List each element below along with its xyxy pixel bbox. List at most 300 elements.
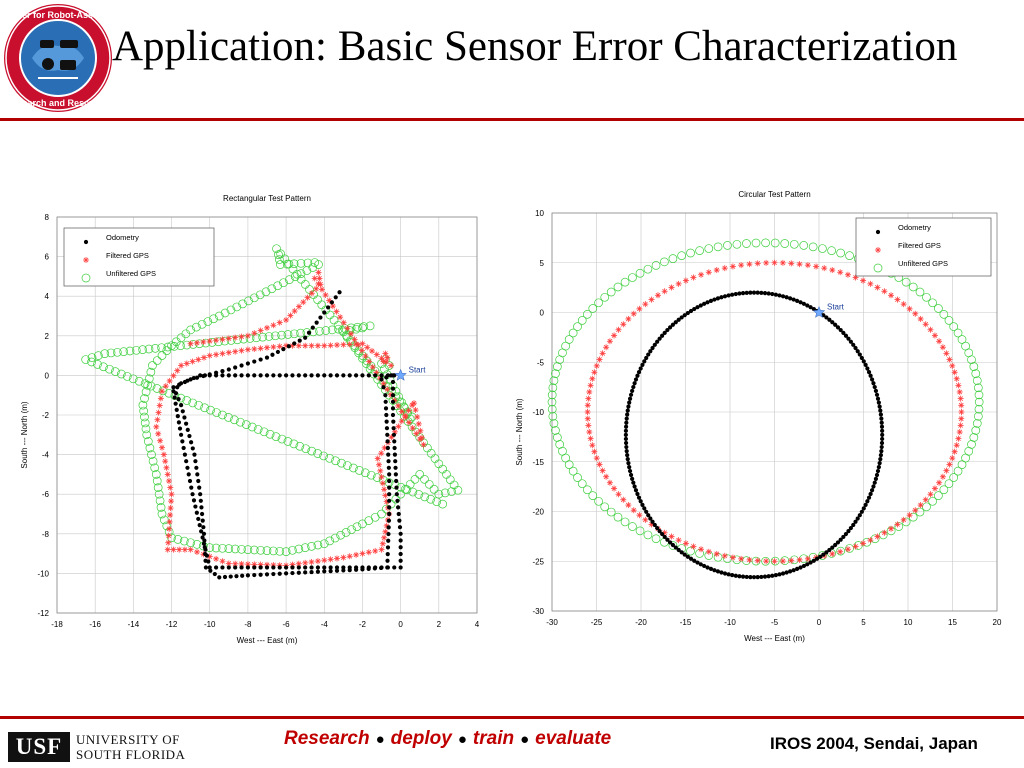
odometry-point bbox=[397, 519, 401, 523]
unfiltered-gps-point bbox=[182, 330, 190, 338]
filtered-gps-point bbox=[363, 353, 369, 359]
y-tick-label: -15 bbox=[532, 457, 544, 467]
odometry-point bbox=[867, 496, 871, 500]
odometry-point bbox=[220, 373, 224, 377]
odometry-point bbox=[639, 366, 643, 370]
odometry-point bbox=[385, 565, 389, 569]
odometry-point bbox=[880, 445, 884, 449]
filtered-gps-point bbox=[932, 332, 938, 338]
filtered-gps-point bbox=[416, 421, 422, 427]
x-tick-label: -5 bbox=[770, 618, 779, 627]
filtered-gps-point bbox=[714, 267, 720, 273]
filtered-gps-point bbox=[334, 342, 340, 348]
odometry-point bbox=[387, 479, 391, 483]
filtered-gps-point bbox=[377, 468, 383, 474]
filtered-gps-point bbox=[378, 450, 384, 456]
filtered-gps-point bbox=[333, 309, 339, 315]
odometry-point bbox=[315, 321, 319, 325]
filtered-gps-point bbox=[763, 558, 769, 564]
filtered-gps-point bbox=[226, 350, 232, 356]
filtered-gps-point bbox=[616, 327, 622, 333]
filtered-gps-point bbox=[607, 338, 613, 344]
odometry-point bbox=[869, 374, 873, 378]
odometry-point bbox=[335, 373, 339, 377]
filtered-gps-point bbox=[936, 480, 942, 486]
unfiltered-gps-point bbox=[687, 249, 695, 257]
filtered-gps-point bbox=[213, 337, 219, 343]
filtered-gps-point bbox=[283, 317, 289, 323]
x-tick-label: -15 bbox=[679, 618, 692, 627]
odometry-point bbox=[626, 409, 630, 413]
odometry-point bbox=[869, 492, 873, 496]
odometry-point bbox=[752, 575, 756, 579]
x-tick-label: 15 bbox=[948, 618, 957, 627]
filtered-gps-point bbox=[369, 348, 375, 354]
unfiltered-gps-point bbox=[909, 283, 917, 291]
odometry-point bbox=[195, 376, 199, 380]
filtered-gps-point bbox=[239, 348, 245, 354]
y-tick-label: -5 bbox=[536, 358, 544, 368]
odometry-point bbox=[629, 393, 633, 397]
odometry-point bbox=[387, 519, 391, 523]
odometry-point bbox=[183, 380, 187, 384]
odometry-point bbox=[880, 433, 884, 437]
odometry-point bbox=[774, 573, 778, 577]
filtered-gps-point bbox=[585, 416, 591, 422]
odometry-point bbox=[187, 434, 191, 438]
filtered-gps-point bbox=[894, 521, 900, 527]
filtered-gps-point bbox=[636, 512, 642, 518]
filtered-gps-point bbox=[730, 555, 736, 561]
filtered-gps-point bbox=[918, 502, 924, 508]
filtered-gps-point bbox=[949, 363, 955, 369]
odometry-point bbox=[879, 413, 883, 417]
filtered-gps-point bbox=[631, 311, 637, 317]
filtered-gps-point bbox=[165, 471, 171, 477]
filtered-gps-point bbox=[797, 261, 803, 267]
x-tick-label: -8 bbox=[244, 620, 252, 629]
odometry-point bbox=[185, 466, 189, 470]
filtered-gps-point bbox=[620, 497, 626, 503]
filtered-gps-point bbox=[611, 332, 617, 338]
filtered-gps-point bbox=[730, 263, 736, 269]
odometry-point bbox=[181, 409, 185, 413]
x-tick-label: 5 bbox=[861, 618, 866, 627]
svg-text:Center for Robot-Assisted: Center for Robot-Assisted bbox=[2, 10, 114, 20]
odometry-point bbox=[303, 336, 307, 340]
odometry-point bbox=[239, 565, 243, 569]
filtered-gps-point bbox=[943, 350, 949, 356]
unfiltered-gps-point bbox=[431, 455, 439, 463]
odometry-point bbox=[176, 414, 180, 418]
filtered-gps-point bbox=[195, 357, 201, 363]
odometry-point bbox=[379, 373, 383, 377]
odometry-point bbox=[767, 291, 771, 295]
filtered-gps-point bbox=[594, 455, 600, 461]
odometry-point bbox=[637, 496, 641, 500]
odometry-point bbox=[737, 291, 741, 295]
odometry-point bbox=[174, 391, 178, 395]
odometry-point bbox=[341, 568, 345, 572]
x-tick-label: -6 bbox=[282, 620, 290, 629]
filtered-gps-point bbox=[258, 328, 264, 334]
odometry-point bbox=[184, 422, 188, 426]
filtered-gps-point bbox=[344, 325, 350, 331]
odometry-point bbox=[239, 363, 243, 367]
odometry-point bbox=[278, 373, 282, 377]
odometry-point bbox=[726, 293, 730, 297]
odometry-point bbox=[640, 363, 644, 367]
odometry-point bbox=[335, 569, 339, 573]
odometry-point bbox=[214, 371, 218, 375]
unfiltered-gps-point bbox=[660, 258, 668, 266]
odometry-point bbox=[633, 484, 637, 488]
odometry-point bbox=[386, 532, 390, 536]
legend-label: Odometry bbox=[106, 233, 139, 242]
odometry-point bbox=[316, 373, 320, 377]
filtered-gps-point bbox=[287, 313, 293, 319]
filtered-gps-point bbox=[591, 449, 597, 455]
odometry-point bbox=[399, 559, 403, 563]
odometry-point bbox=[870, 488, 874, 492]
odometry-point bbox=[199, 499, 203, 503]
odometry-point bbox=[379, 377, 383, 381]
y-tick-label: -30 bbox=[532, 607, 544, 616]
odometry-point bbox=[196, 517, 200, 521]
filtered-gps-point bbox=[625, 316, 631, 322]
odometry-point bbox=[723, 571, 727, 575]
odometry-point bbox=[624, 437, 628, 441]
filtered-gps-point bbox=[167, 512, 173, 518]
filtered-gps-point bbox=[219, 351, 225, 357]
odometry-point bbox=[879, 417, 883, 421]
odometry-point bbox=[278, 565, 282, 569]
odometry-point bbox=[624, 433, 628, 437]
filtered-gps-point bbox=[874, 284, 880, 290]
odometry-point bbox=[391, 413, 395, 417]
filtered-gps-point bbox=[383, 359, 389, 365]
filtered-gps-point bbox=[901, 517, 907, 523]
x-tick-label: -14 bbox=[127, 620, 140, 629]
odometry-point bbox=[326, 305, 330, 309]
filtered-gps-point bbox=[589, 376, 595, 382]
filtered-gps-point bbox=[837, 549, 843, 555]
filtered-gps-point bbox=[954, 376, 960, 382]
unfiltered-gps-point bbox=[828, 247, 836, 255]
start-label: Start bbox=[827, 302, 844, 312]
unfiltered-gps-point bbox=[771, 239, 779, 247]
footer-divider bbox=[0, 716, 1024, 719]
odometry-point bbox=[626, 461, 630, 465]
filtered-gps-point bbox=[714, 551, 720, 557]
unfiltered-gps-point bbox=[644, 265, 652, 273]
odometry-point bbox=[322, 565, 326, 569]
filtered-gps-point bbox=[918, 316, 924, 322]
unfiltered-gps-point bbox=[550, 377, 558, 385]
filtered-gps-point bbox=[388, 363, 394, 369]
odometry-point bbox=[367, 567, 371, 571]
usf-line1: UNIVERSITY OF bbox=[76, 732, 180, 747]
odometry-point bbox=[297, 565, 301, 569]
unfiltered-gps-point bbox=[973, 377, 981, 385]
filtered-gps-point bbox=[867, 537, 873, 543]
odometry-point bbox=[177, 383, 181, 387]
filtered-gps-point bbox=[166, 533, 172, 539]
odometry-point bbox=[385, 426, 389, 430]
odometry-point bbox=[394, 472, 398, 476]
filtered-gps-point bbox=[591, 369, 597, 375]
odometry-point bbox=[259, 373, 263, 377]
filtered-gps-point bbox=[894, 297, 900, 303]
odometry-point bbox=[398, 525, 402, 529]
odometry-point bbox=[290, 571, 294, 575]
filtered-gps-point bbox=[296, 343, 302, 349]
filtered-gps-point bbox=[379, 547, 385, 553]
unfiltered-gps-point bbox=[636, 269, 644, 277]
filtered-gps-point bbox=[381, 535, 387, 541]
filtered-gps-point bbox=[597, 461, 603, 467]
filtered-gps-point bbox=[200, 339, 206, 345]
odometry-point bbox=[387, 486, 391, 490]
odometry-point bbox=[626, 457, 630, 461]
filtered-gps-point bbox=[755, 260, 761, 266]
odometry-point bbox=[878, 457, 882, 461]
unfiltered-gps-point bbox=[809, 243, 817, 251]
unfiltered-gps-point bbox=[790, 240, 798, 248]
conference-label: IROS 2004, Sendai, Japan bbox=[770, 734, 978, 753]
filtered-gps-point bbox=[837, 269, 843, 275]
unfiltered-gps-point bbox=[922, 293, 930, 301]
odometry-point bbox=[386, 539, 390, 543]
unfiltered-gps-point bbox=[549, 384, 557, 392]
odometry-point bbox=[873, 385, 877, 389]
unfiltered-gps-point bbox=[614, 283, 622, 291]
unfiltered-gps-point bbox=[696, 247, 704, 255]
odometry-point bbox=[284, 571, 288, 575]
filtered-gps-point bbox=[600, 350, 606, 356]
filtered-gps-point bbox=[364, 344, 370, 350]
odometry-point bbox=[259, 573, 263, 577]
odometry-point bbox=[246, 573, 250, 577]
bullet-icon: ● bbox=[520, 731, 530, 748]
odometry-point bbox=[397, 512, 401, 516]
odometry-point bbox=[624, 441, 628, 445]
odometry-point bbox=[271, 572, 275, 576]
odometry-point bbox=[387, 472, 391, 476]
odometry-point bbox=[777, 572, 781, 576]
rectangular-test-pattern-chart bbox=[0, 180, 500, 650]
odometry-point bbox=[384, 375, 388, 379]
filtered-gps-point bbox=[366, 549, 372, 555]
filtered-gps-point bbox=[264, 345, 270, 351]
filtered-gps-point bbox=[315, 343, 321, 349]
odometry-point bbox=[871, 484, 875, 488]
tagline-evaluate: evaluate bbox=[535, 728, 612, 749]
odometry-point bbox=[635, 374, 639, 378]
unfiltered-gps-point bbox=[177, 334, 185, 342]
odometry-point bbox=[627, 465, 631, 469]
odometry-point bbox=[227, 373, 231, 377]
odometry-point bbox=[281, 347, 285, 351]
odometry-point bbox=[233, 365, 237, 369]
filtered-gps-point bbox=[163, 465, 169, 471]
filtered-gps-point bbox=[616, 491, 622, 497]
unfiltered-gps-point bbox=[714, 243, 722, 251]
unfiltered-gps-point bbox=[416, 470, 424, 478]
filtered-gps-point bbox=[413, 407, 419, 413]
odometry-point bbox=[172, 395, 176, 399]
y-tick-label: 4 bbox=[44, 292, 49, 302]
odometry-point bbox=[270, 353, 274, 357]
bullet-icon: ● bbox=[375, 731, 385, 748]
unfiltered-gps-point bbox=[153, 357, 161, 365]
y-tick-label: -10 bbox=[37, 569, 49, 579]
filtered-gps-point bbox=[317, 275, 323, 281]
filtered-gps-point bbox=[923, 321, 929, 327]
unfiltered-gps-point bbox=[446, 476, 454, 484]
odometry-point bbox=[759, 291, 763, 295]
chart-title: Rectangular Test Pattern bbox=[223, 194, 311, 203]
filtered-gps-point bbox=[958, 409, 964, 415]
odometry-point bbox=[208, 372, 212, 376]
odometry-point bbox=[639, 499, 643, 503]
filtered-gps-point bbox=[337, 314, 343, 320]
odometry-point bbox=[381, 385, 385, 389]
odometry-point bbox=[393, 453, 397, 457]
odometry-point bbox=[781, 571, 785, 575]
odometry-point bbox=[391, 393, 395, 397]
filtered-gps-point bbox=[927, 491, 933, 497]
filtered-gps-point bbox=[585, 396, 591, 402]
odometry-point bbox=[763, 575, 767, 579]
odometry-point bbox=[626, 405, 630, 409]
odometry-point bbox=[399, 565, 403, 569]
series-unfiltered-gps bbox=[548, 239, 983, 565]
filtered-gps-point bbox=[380, 541, 386, 547]
filtered-gps-point bbox=[166, 526, 172, 532]
filtered-gps-point bbox=[264, 325, 270, 331]
unfiltered-gps-point bbox=[800, 241, 808, 249]
odometry-point bbox=[223, 575, 227, 579]
odometry-point bbox=[741, 575, 745, 579]
odometry-point bbox=[239, 373, 243, 377]
unfiltered-gps-point bbox=[846, 252, 854, 260]
odometry-point bbox=[876, 397, 880, 401]
legend-label: Unfiltered GPS bbox=[898, 259, 949, 268]
odometry-point bbox=[203, 552, 207, 556]
unfiltered-gps-point bbox=[742, 239, 750, 247]
filtered-gps-point bbox=[603, 344, 609, 350]
filtered-gps-point bbox=[780, 558, 786, 564]
x-tick-label: -25 bbox=[590, 618, 603, 627]
odometry-point bbox=[227, 565, 231, 569]
odometry-point bbox=[774, 293, 778, 297]
odometry-point bbox=[360, 373, 364, 377]
y-tick-label: 10 bbox=[535, 209, 544, 218]
filtered-gps-point bbox=[912, 311, 918, 317]
crasar-logo bbox=[2, 2, 114, 114]
filtered-gps-point bbox=[321, 557, 327, 563]
odometry-point bbox=[635, 492, 639, 496]
filtered-gps-point bbox=[943, 468, 949, 474]
odometry-point bbox=[220, 565, 224, 569]
odometry-point bbox=[770, 292, 774, 296]
odometry-point bbox=[387, 492, 391, 496]
filtered-gps-point bbox=[302, 343, 308, 349]
series-filtered-gps bbox=[153, 269, 426, 568]
filtered-gps-point bbox=[949, 455, 955, 461]
unfiltered-gps-point bbox=[549, 412, 557, 420]
odometry-point bbox=[748, 575, 752, 579]
odometry-point bbox=[227, 367, 231, 371]
odometry-point bbox=[625, 449, 629, 453]
odometry-point bbox=[384, 406, 388, 410]
filtered-gps-point bbox=[597, 357, 603, 363]
filtered-gps-point bbox=[860, 540, 866, 546]
filtered-gps-point bbox=[772, 558, 778, 564]
filtered-gps-point bbox=[153, 424, 159, 430]
filtered-gps-point bbox=[901, 301, 907, 307]
filtered-gps-point bbox=[662, 288, 668, 294]
filtered-gps-point bbox=[957, 429, 963, 435]
y-tick-label: 5 bbox=[539, 258, 544, 268]
odometry-point bbox=[240, 574, 244, 578]
odometry-point bbox=[726, 572, 730, 576]
odometry-point bbox=[84, 240, 88, 244]
tagline-deploy: deploy bbox=[390, 728, 452, 749]
odometry-point bbox=[265, 373, 269, 377]
unfiltered-gps-point bbox=[621, 278, 629, 286]
odometry-point bbox=[385, 439, 389, 443]
filtered-gps-point bbox=[376, 462, 382, 468]
odometry-point bbox=[252, 373, 256, 377]
filtered-gps-point bbox=[706, 549, 712, 555]
filtered-gps-point bbox=[219, 558, 225, 564]
odometry-point bbox=[386, 552, 390, 556]
y-tick-label: 6 bbox=[44, 252, 49, 262]
unfiltered-gps-point bbox=[551, 370, 559, 378]
odometry-point bbox=[389, 373, 393, 377]
unfiltered-gps-point bbox=[614, 513, 622, 521]
unfiltered-gps-point bbox=[628, 523, 636, 531]
filtered-gps-point bbox=[154, 417, 160, 423]
filtered-gps-point bbox=[340, 555, 346, 561]
filtered-gps-point bbox=[588, 382, 594, 388]
odometry-point bbox=[179, 433, 183, 437]
odometry-point bbox=[192, 453, 196, 457]
odometry-point bbox=[734, 574, 738, 578]
odometry-point bbox=[767, 574, 771, 578]
y-tick-label: -20 bbox=[532, 507, 544, 517]
odometry-point bbox=[385, 559, 389, 563]
odometry-point bbox=[204, 565, 208, 569]
unfiltered-gps-point bbox=[289, 265, 297, 273]
odometry-point bbox=[752, 291, 756, 295]
odometry-point bbox=[864, 503, 868, 507]
filtered-gps-point bbox=[957, 389, 963, 395]
filtered-gps-point bbox=[375, 456, 381, 462]
filtered-gps-point bbox=[341, 320, 347, 326]
odometry-point bbox=[354, 373, 358, 377]
filtered-gps-point bbox=[207, 353, 213, 359]
odometry-point bbox=[878, 409, 882, 413]
filtered-gps-point bbox=[932, 486, 938, 492]
unfiltered-gps-point bbox=[601, 503, 609, 511]
unfiltered-gps-point bbox=[916, 288, 924, 296]
filtered-gps-point bbox=[374, 352, 380, 358]
odometry-point bbox=[392, 565, 396, 569]
filtered-gps-point bbox=[860, 278, 866, 284]
